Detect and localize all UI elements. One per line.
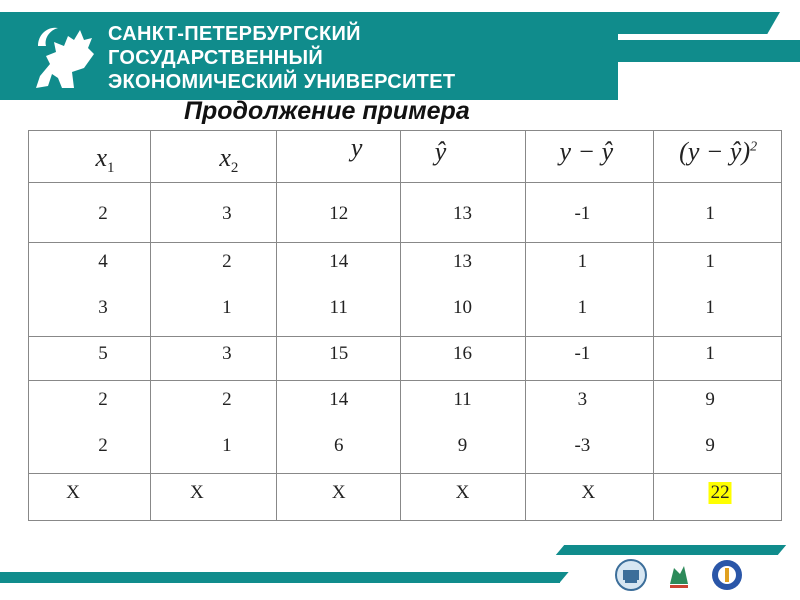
table-cell: 3	[98, 297, 108, 318]
table-cell: 2	[98, 203, 108, 224]
header-banner	[0, 0, 800, 100]
table-row-group	[29, 243, 782, 337]
banner-stripe	[567, 12, 780, 34]
table-cell: 1	[577, 251, 588, 272]
table-cell: 1	[705, 297, 715, 318]
header-cell-squared-residual: (y − ŷ)$^2$	[654, 131, 782, 183]
table-cell: 6	[333, 435, 344, 456]
table-cell: 13	[453, 203, 473, 224]
table-row	[29, 183, 782, 243]
table-cell: 3	[222, 203, 232, 224]
table-row	[29, 337, 782, 381]
table-cell: 16	[453, 343, 473, 364]
table-cell: 1	[705, 251, 715, 272]
table-cell: 2	[222, 251, 232, 272]
table-cell: 9	[705, 389, 715, 410]
table-cell: 10	[453, 297, 473, 318]
university-name-line: САНКТ-ПЕТЕРБУРГСКИЙ	[108, 23, 361, 45]
table-cell: X	[331, 482, 346, 503]
university-name-line: ЭКОНОМИЧЕСКИЙ УНИВЕРСИТЕТ	[108, 71, 456, 93]
institute-emblem-icon	[710, 558, 744, 592]
table-cell: X	[189, 482, 204, 503]
table-cell: 3	[222, 343, 232, 364]
table-cell: 9	[705, 435, 715, 456]
table-cell: 12	[329, 203, 349, 224]
table-cell: 11	[453, 389, 472, 410]
header-cell-x2: $x_2$	[150, 131, 276, 183]
table-cell: 1	[705, 343, 715, 364]
table-header-row	[29, 131, 782, 183]
table-cell: 9	[457, 435, 468, 456]
total-sum-cell: 22	[710, 482, 730, 503]
header-cell-y: y	[276, 131, 400, 183]
table-cell: X	[66, 482, 80, 503]
table-cell: X	[455, 482, 470, 503]
table-totals-row	[29, 474, 782, 521]
header-cell-yhat: ŷ	[400, 131, 526, 183]
table-cell: 1	[222, 435, 232, 456]
university-name	[108, 22, 455, 94]
table-row-group	[29, 381, 782, 474]
table-cell: 5	[98, 343, 108, 364]
table-cell: 2	[222, 389, 232, 410]
regression-table	[28, 130, 782, 521]
table-cell: 11	[329, 297, 348, 318]
table-cell: -1	[574, 343, 591, 364]
table-cell: 14	[329, 389, 349, 410]
university-emblem-icon	[614, 558, 648, 592]
footer-stripe	[556, 545, 786, 555]
header-cell-x1: $x_1$	[29, 131, 151, 183]
table-cell: 1	[705, 203, 715, 224]
table-cell: 14	[329, 251, 349, 272]
table-cell: 4	[98, 251, 108, 272]
footer-stripe	[0, 572, 560, 583]
banner-stripe	[760, 40, 800, 62]
table-cell: 2	[98, 435, 108, 456]
table-cell: 1	[222, 297, 232, 318]
slide-title: Продолжение примера	[184, 97, 470, 125]
table-cell: -1	[574, 203, 591, 224]
faculty-emblem-icon	[662, 558, 696, 592]
table-cell: X	[581, 482, 596, 503]
table-cell: 15	[329, 343, 349, 364]
table-cell: 13	[453, 251, 473, 272]
table-cell: -3	[574, 435, 591, 456]
footer-logos	[614, 558, 744, 592]
header-cell-residual: y − ŷ	[526, 131, 654, 183]
table-cell: 1	[577, 297, 588, 318]
table-cell: 3	[577, 389, 588, 410]
university-name-line: ГОСУДАРСТВЕННЫЙ	[108, 47, 324, 69]
table-cell: 2	[98, 389, 108, 410]
griffin-logo-icon	[28, 16, 108, 96]
